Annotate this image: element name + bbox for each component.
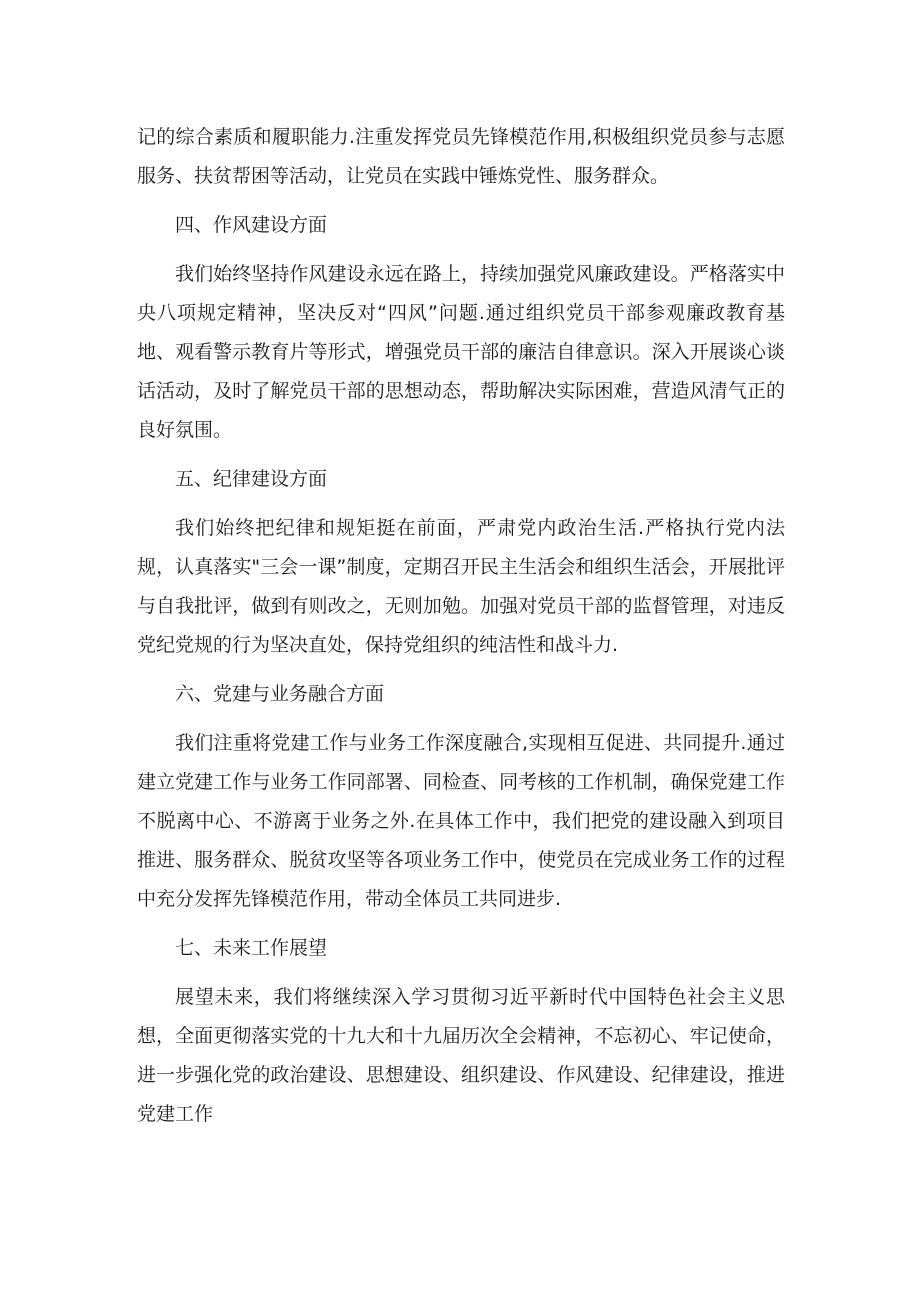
document-body [137, 118, 785, 1134]
paragraph-section-4: 我们始终坚持作风建设永远在路上，持续加强党风廉政建设。严格落实中央八项规定精神，坚决反对“四风”问题.通过组织党员干部参观廉政教育基地、观看警示教育片等形式，增强党员干部的廉洁自律意识。深入开展谈心谈话活动，及时了解党员干部的思想动态，帮助解决实际困难，营造风清气正的良好氛围。 [137, 263, 785, 441]
paragraph-section-6: 我们注重将党建工作与业务工作深度融合,实现相互促进、共同提升.通过建立党建工作与业务工作同部署、同检查、同考核的工作机制，确保党建工作不脱离中心、不游离于业务之外.在具体工作中，我们把党的建设融入到项目推进、服务群众、脱贫攻坚等各项业务工作中，使党员在完成业务工作的过程中充分发挥先锋模范作用，带动全体员工共同进步. [137, 732, 785, 910]
paragraph-continued: 记的综合素质和履职能力.注重发挥党员先锋模范作用,积极组织党员参与志愿服务、扶贫帮困等活动，让党员在实践中锤炼党性、服务群众。 [137, 126, 785, 187]
section-heading-6: 六、党建与业务融合方面 [175, 683, 385, 705]
section-heading-5: 五、纪律建设方面 [175, 468, 328, 490]
paragraph-section-5: 我们始终把纪律和规矩挺在前面，严肃党内政治生活.严格执行党内法规，认真落实"三会一课”制度，定期召开民主生活会和组织生活会，开展批评与自我批评，做到有则改之，无则加勉。加强对党员干部的监督管理，对违反党纪党规的行为坚决直处，保持党组织的纯洁性和战斗力. [137, 517, 785, 656]
paragraph-section-7: 展望未来，我们将继续深入学习贯彻习近平新时代中国特色社会主义思想，全面更彻落实党的十九大和十九届历次全会精神，不忘初心、牢记使命，进一步强化党的政治建设、思想建设、组织建设、作风建设、纪律建设，推进党建工作 [137, 986, 785, 1125]
section-heading-4: 四、作风建设方面 [175, 214, 328, 236]
section-heading-7: 七、未来工作展望 [175, 937, 328, 959]
